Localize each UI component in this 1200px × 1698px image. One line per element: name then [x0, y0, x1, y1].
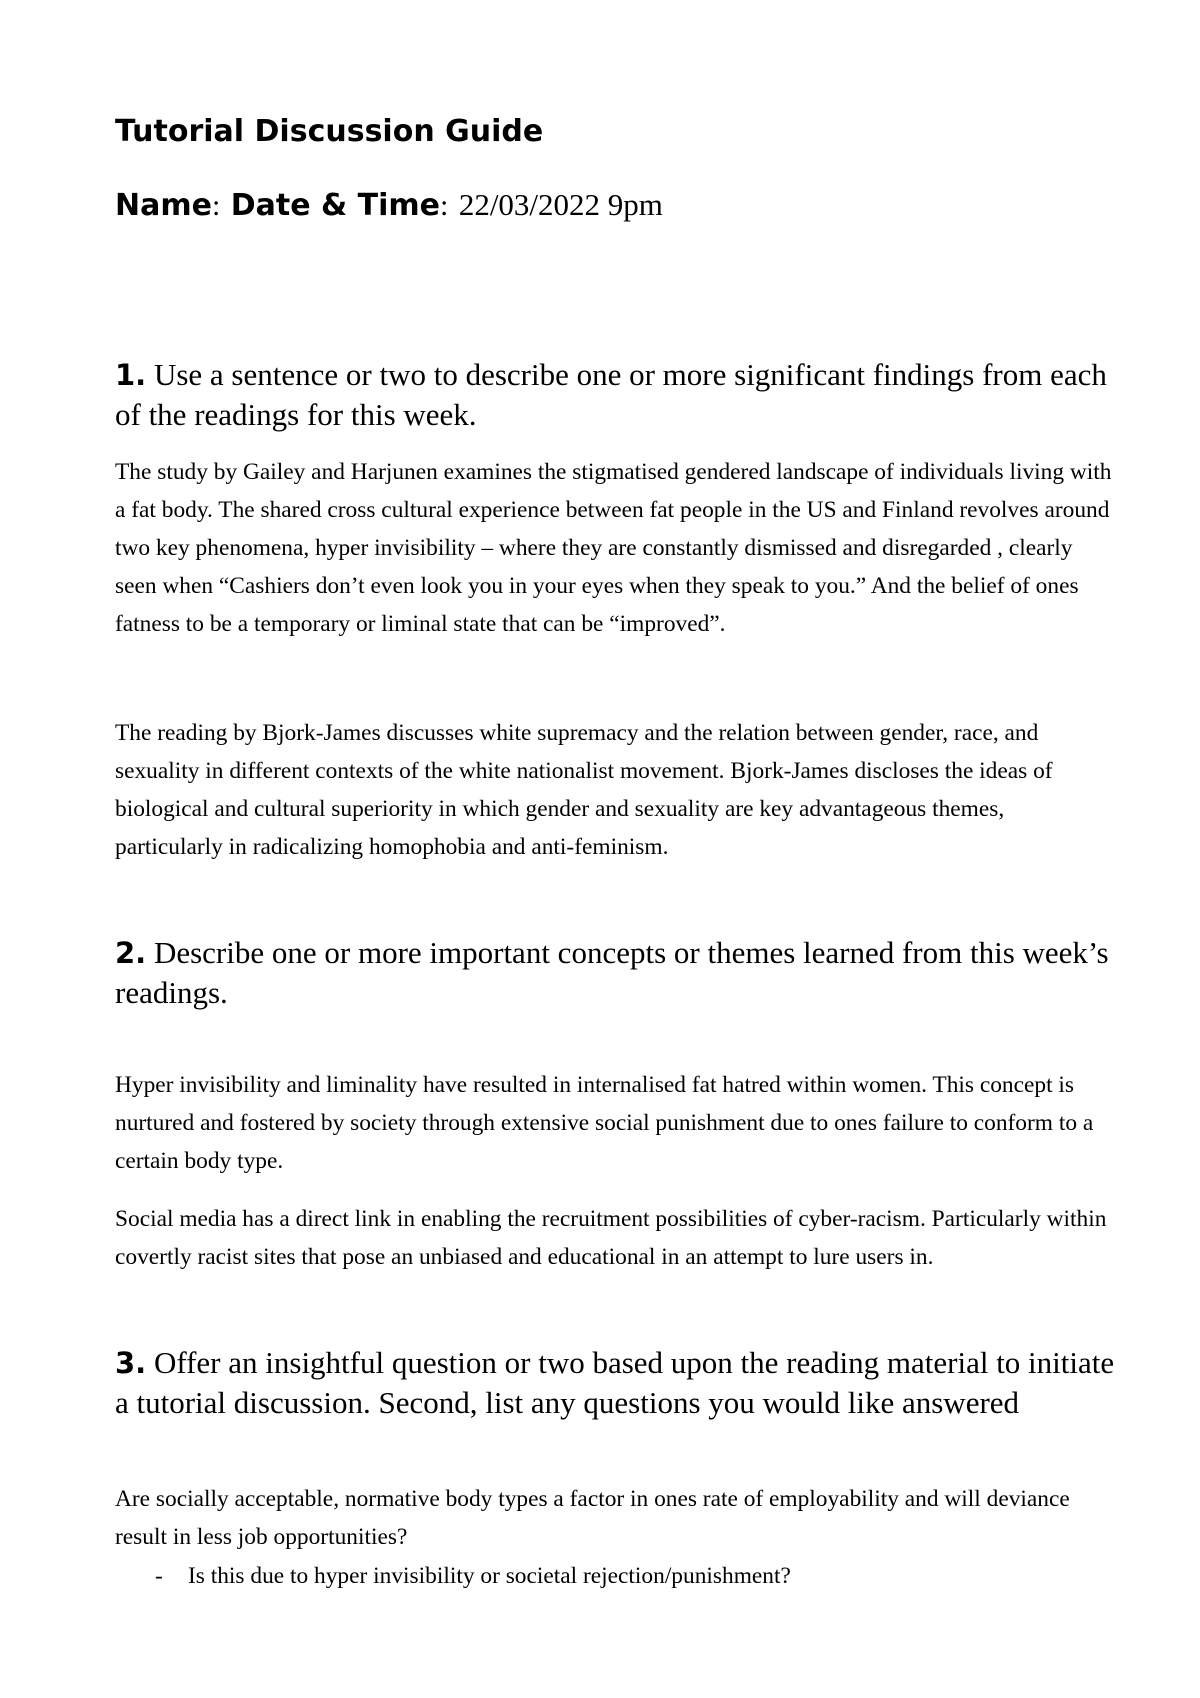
- name-label: Name: [115, 188, 212, 223]
- question-1-number: 1.: [115, 358, 147, 392]
- document-title: Tutorial Discussion Guide: [115, 114, 544, 149]
- name-date-row: [115, 185, 663, 226]
- datetime-colon: :: [440, 189, 449, 222]
- bullet-text: Is this due to hyper invisibility or societal rejection/punishment?: [188, 1563, 791, 1589]
- answer-3-bullet-1: [155, 1557, 791, 1595]
- name-colon: :: [211, 189, 221, 222]
- question-2-text: Describe one or more important concepts or themes learned from this week’s readings.: [115, 935, 1109, 1010]
- question-1: [115, 355, 1115, 434]
- answer-2-paragraph-1: Hyper invisibility and liminality have resulted in internalised fat hatred within women. This concept is nurtured and fostered by society through extensive social punishment due to ones failure to conform to a certain body type.: [115, 1072, 1094, 1174]
- question-2-number: 2.: [115, 936, 147, 970]
- answer-3-paragraph-1: Are socially acceptable, normative body types a factor in ones rate of employability and will deviance result in less job opportunities?: [115, 1486, 1070, 1550]
- question-2: [115, 933, 1115, 1012]
- datetime-label: Date & Time: [230, 188, 441, 223]
- answer-2-paragraph-2: Social media has a direct link in enabling the recruitment possibilities of cyber-racism. Particularly within covertly racist sites that pose an unbiased and educational in an attempt to lure users in.: [115, 1206, 1107, 1270]
- bullet-dash: -: [155, 1563, 163, 1589]
- question-1-text: Use a sentence or two to describe one or more significant findings from each of the readings for this week.: [115, 357, 1107, 432]
- question-3-number: 3.: [115, 1346, 147, 1380]
- question-3-text: Offer an insightful question or two based upon the reading material to initiate a tutorial discussion. Second, list any questions you would like answered: [115, 1345, 1115, 1420]
- answer-1-paragraph-1: The study by Gailey and Harjunen examines the stigmatised gendered landscape of individuals living with a fat body. The shared cross cultural experience between fat people in the US and Finland revolves around two key phenomena, hyper invisibility – where they are constantly dismissed and disregarded , clearly seen when “Cashiers don’t even look you in your eyes when they speak to you.” And the belief of ones fatness to be a temporary or liminal state that can be “improved”.: [115, 459, 1112, 637]
- datetime-value: 22/03/2022 9pm: [458, 187, 663, 222]
- answer-1-paragraph-2: The reading by Bjork-James discusses white supremacy and the relation between gender, race, and sexuality in different contexts of the white nationalist movement. Bjork-James discloses the ideas of biological and cultural superiority in which gender and sexuality are key advantageous themes, particularly in radicalizing homophobia and anti-feminism.: [115, 720, 1053, 860]
- question-3: [115, 1343, 1115, 1422]
